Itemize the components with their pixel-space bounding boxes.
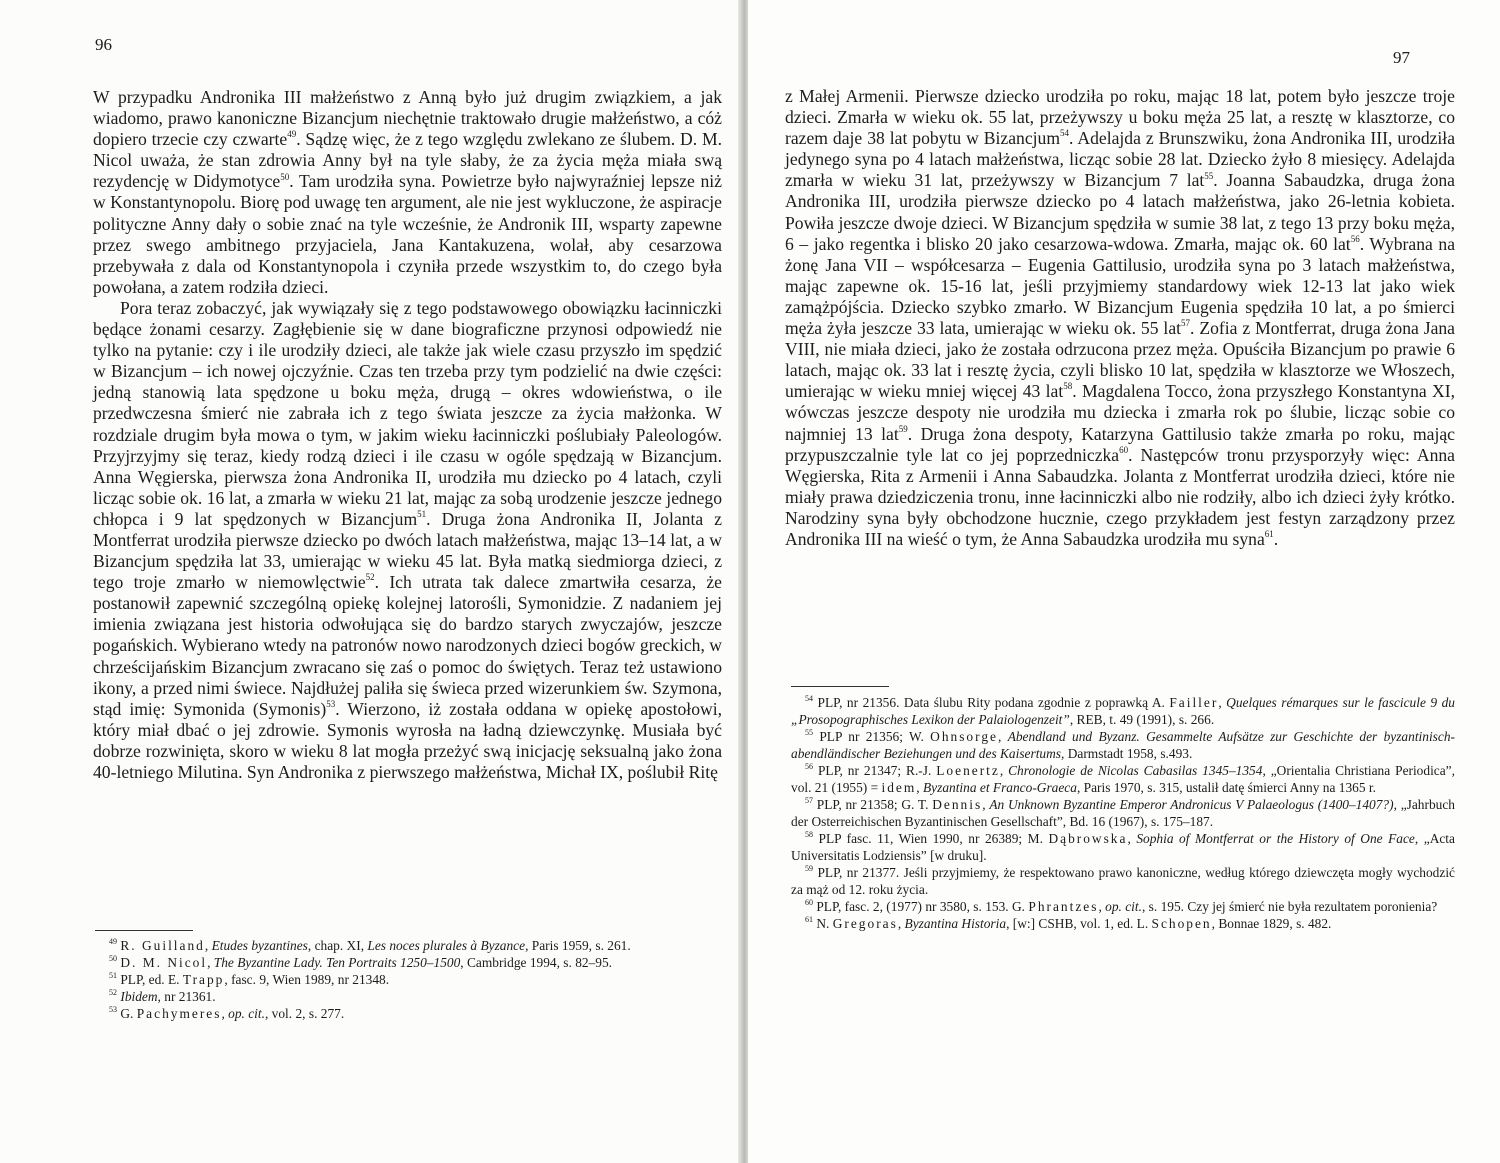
paragraph: [93, 87, 722, 298]
footnote-number: 60: [805, 897, 813, 907]
page-number: 97: [1393, 48, 1410, 67]
author-name: Pachymeres: [136, 1006, 222, 1021]
text-run: . Wierzono, iż została oddana w opiekę apostołowi, który miał dbać o jej zdrowie. Symonis wyrosła na ładną dziewczynkę. Musiała być dobrze rozwinięta, skoro w wieku 8 lat mogła przeżyć swą inicjację seksualną jako żona 40-letniego Milutina. Syn Andronika z pierwszego małżeństwa, Michał IX, poślubił Ritę: [93, 698, 722, 782]
footnote-ref: 56: [1350, 233, 1360, 244]
text-run: . Magdalena Tocco, żona przyszłego Konstantyna XI, wówczas jeszcze despoty nie urodziła mu dziecka i zmarła rok po ślubie, licząc sobie co najmniej 13 lat: [785, 381, 1455, 444]
text-run: , „Acta Universitatis Lodziensis” [w druku].: [791, 831, 1455, 863]
text-run: PLP, nr 21358; G. T.: [816, 797, 933, 812]
footnote-number: 58: [805, 829, 813, 839]
text-run: , REB, t. 49 (1991), s. 266.: [1069, 712, 1215, 727]
text-run: , Darmstadt 1958, s.493.: [1061, 746, 1193, 761]
footnote: [95, 1005, 711, 1022]
text-run: . Tam urodziła syna. Powietrze było najwyraźniej lepsze niż w Konstantynopolu. Biorę pod uwagę ten argument, ale nie jest wykluczone, że aspiracje polityczne Anny dały o sobie znać na tyle wcześnie, że Andronik III, wsparty zapewne przez swego ambitnego przyjaciela, Jana Kantakuzena, wolał, aby cesarzowa przebywała z dala od Konstantynopola i czyniła przede wszystkim to, do czego była powołana, a zatem rodziła dzieci.: [93, 171, 722, 297]
footnote: [791, 830, 1455, 864]
text-run: ,: [1127, 831, 1137, 846]
text-run: ,: [997, 729, 1008, 744]
author-name: Trapp: [182, 972, 225, 987]
left-page: [0, 0, 742, 1163]
author-name: Ohnsorge: [930, 729, 998, 744]
italic-title: Chronologie de Nicolas Cabasilas 1345–1354: [1008, 763, 1263, 778]
italic-title: Byzantina et Franco-Graeca: [922, 780, 1077, 795]
text-run: ,: [999, 763, 1009, 778]
text-run: , „Jahrbuch der Osterreichischen Byzantinischen Gesellschaft”, Bd. 16 (1967), s. 175–187.: [791, 797, 1455, 829]
text-run: , Bonnae 1829, s. 482.: [1211, 916, 1332, 931]
italic-title: Etudes byzantines: [211, 938, 308, 953]
paragraph: [93, 298, 722, 783]
footnote-ref: 49: [287, 129, 297, 140]
footnote-number: 57: [805, 795, 813, 805]
footnote-number: 53: [109, 1004, 117, 1014]
italic-title: Sophia of Montferrat or the History of One Face: [1136, 831, 1415, 846]
footnote: [95, 937, 711, 954]
italic-title: Quelques rémarques sur le fascicule 9 du „Prosopographisches Lexikon der Palaiologenzeit”: [791, 695, 1455, 727]
text-run: G.: [120, 1006, 137, 1021]
author-name: Failler: [1169, 695, 1219, 710]
text-run: , chap. XI,: [307, 938, 368, 953]
author-name: Schopen: [1151, 916, 1212, 931]
text-run: . Następców tronu przysporzyły więc: Anna Węgierska, Rita z Armenii i Anna Sabaudzka. Jolanta z Montferrat urodziła dzieci, które nie miały prawa dziedziczenia tronu, inne łacinniczki albo nie rodziły, albo ich dzieci żyły krótko. Narodziny syna były obchodzone hucznie, czego przykładem jest festyn zarządzony przez Andronika III na wieść o tym, że Anna Sabaudzka urodziła mu syna: [785, 444, 1455, 549]
footnote-number: 55: [805, 727, 813, 737]
italic-title: The Byzantine Lady. Ten Portraits 1250–1500: [213, 955, 461, 970]
author-name: Loenertz: [936, 763, 1000, 778]
text-run: , Paris 1970, s. 315, ustalił datę śmierci Anny na 1365 r.: [1076, 780, 1376, 795]
italic-title: Les noces plurales à Byzance: [367, 938, 526, 953]
paragraph: [785, 86, 1455, 550]
text-run: PLP, ed. E.: [120, 972, 183, 987]
text-run: .: [1273, 528, 1279, 549]
text-run: , fasc. 9, Wien 1989, nr 21348.: [224, 972, 390, 987]
footnote: [791, 762, 1455, 796]
text-run: , s. 195. Czy jej śmierć nie była rezultatem poronienia?: [1141, 899, 1438, 914]
text-run: ,: [916, 780, 923, 795]
text-run: . Druga żona despoty, Katarzyna Gattilusio także zmarła po roku, mając przypuszczalnie tyle lat co jej poprzedniczka: [785, 423, 1455, 465]
text-run: ,: [207, 955, 214, 970]
text-run: , Paris 1959, s. 261.: [525, 938, 631, 953]
text-run: , vol. 2, s. 277.: [264, 1006, 345, 1021]
italic-title: op. cit.: [228, 1006, 265, 1021]
footnote: [791, 898, 1455, 915]
footnote: [95, 988, 711, 1005]
footnote-ref: 57: [1181, 318, 1191, 329]
author-name: Phrantzes: [1028, 899, 1099, 914]
footnote: [791, 915, 1455, 932]
footnote-ref: 52: [365, 572, 375, 583]
footnote-number: 61: [805, 914, 813, 924]
text-run: N.: [816, 916, 833, 931]
text-run: , nr 21361.: [157, 989, 216, 1004]
text-run: ,: [204, 938, 212, 953]
footnote-ref: 59: [898, 423, 908, 434]
text-run: . Wybrana na żonę Jana VII – współcesarza – Eugenia Gattilusio, urodziła syna po 3 latach małżeństwa, mając zapewne ok. 15-16 lat, jeśli przyjmiemy standardowy wiek 12-13 lat jako wiek zamążpójścia. Dziecko szybko zmarło. W Bizancjum Eugenia spędziła 10 lat, a po śmierci męża żyła jeszcze 33 lata, umierając w wieku ok. 55 lat: [785, 233, 1456, 339]
text-run: , [w:] CSHB, vol. 1, ed. L.: [1006, 916, 1152, 931]
page-number: 96: [95, 35, 112, 54]
footnote: [791, 864, 1455, 898]
footnote-number: 56: [805, 761, 813, 771]
author-name: Gregoras: [832, 916, 898, 931]
text-run: ,: [897, 916, 905, 931]
footnotes: [791, 694, 1455, 932]
footnotes: [95, 937, 711, 1022]
footnote-separator: [95, 930, 193, 931]
body-text: [93, 87, 722, 783]
footnote: [791, 694, 1455, 728]
footnote-number: 59: [805, 863, 813, 873]
body-text: [785, 86, 1455, 550]
text-run: , „Orientalia Christiana Periodica”, vol. 21 (1955) =: [791, 763, 1455, 795]
footnote-number: 52: [109, 987, 117, 997]
text-run: z Małej Armenii. Pierwsze dziecko urodziła po roku, mając 18 lat, potem było jeszcze troje dzieci. Zmarła w wieku ok. 55 lat, przeżywszy u boku męża 25 lat, a resztę w klasztorze, co razem daje 38 lat pobytu w Bizancjum: [785, 86, 1455, 149]
italic-title: An Unknown Byzantine Emperor Andronicus V Palaeologus (1400–1407?): [989, 797, 1394, 812]
footnote-ref: 53: [326, 698, 336, 709]
text-run: . Druga żona Andronika II, Jolanta z Montferrat urodziła pierwsze dziecko po dwóch latach małżeństwa, mając 13–14 lat, a w Bizancjum spędziła lat 33, umierając w wieku 45 lat. Była matką siedmiorga dzieci, z tego troje zmarło w niemowlęctwie: [93, 508, 722, 593]
text-run: Pora teraz zobaczyć, jak wywiązały się z tego podstawowego obowiązku łacinniczki będące żonami cesarzy. Zagłębienie się w dane biograficzne przynosi odpowiedź nie tylko na pytanie: czy i ile urodziły dzieci, ale także jak wiele czasu przyszło im spędzić w Bizancjum – ich nowej ojczyźnie. Czas ten trzeba przy tym podzielić na dwie części: jedną stanowią lata spędzone u boku męża, drugą – okres wdowieństwa, o ile przedwczesna śmierć nie zabrała ich z tego świata jeszcze za życia małżonka. W rozdziale drugim była mowa o tym, w jakim wieku łacinniczki poślubiały Paleologów. Przyjrzyjmy się teraz, kiedy rodzą dzieci i ile czasu w ogóle spędzają w Bizancjum. Anna Węgierska, pierwsza żona Andronika II, urodziła mu dziecko po 4 latach, czyli licząc sobie ok. 16 lat, a zmarła w wieku 21 lat, mając za sobą urodzenie jeszcze jednego chłopca i 9 lat spędzonych w Bizancjum: [93, 297, 722, 529]
text-run: ,: [1218, 695, 1227, 710]
footnote: [95, 954, 711, 971]
author-name: R. Guilland: [120, 938, 205, 953]
text-run: . Adelajda z Brunszwiku, żona Andronika III, urodziła jedynego syna po 4 latach małżeństwa, licząc sobie 28 lat. Dziecko żyło 8 miesięcy. Adelajda zmarła w wieku 31 lat, przeżywszy w Bizancjum 7 lat: [785, 128, 1456, 191]
text-run: , Cambridge 1994, s. 82–95.: [460, 955, 613, 970]
footnote-ref: 58: [1063, 381, 1073, 392]
footnote: [791, 796, 1455, 830]
italic-title: Byzantina Historia: [904, 916, 1007, 931]
footnote-ref: 60: [1119, 444, 1129, 455]
text-run: . Zofia z Montferrat, druga żona Jana VIII, nie miała dzieci, jako że została odrzucona przez męża. Opuściła Bizancjum po prawie 6 latach, mając ok. 33 lat i resztę życia, czyli blisko 10 lat, spędziła w klasztorze we Włoszech, umierając w wieku mniej więcej 43 lat: [785, 318, 1455, 402]
italic-title: Ibidem: [120, 989, 158, 1004]
text-run: PLP, nr 21356. Data ślubu Rity podana zgodnie z poprawką A.: [817, 695, 1170, 710]
footnote-ref: 51: [417, 509, 427, 520]
text-run: . Ich utrata tak dalece zmartwiła cesarza, że postanowił zapewnić szczególną opiekę kolejnej latorośli, Symonidzie. Z nadaniem jej imienia związana jest historia odwołująca się do bardzo starych zwyczajów, jeszcze pogańskich. Wybierano wtedy na patronów nowo narodzonych dzieci bogów greckich, w chrześcijańskim Bizancjum zwracano się zaś o pomoc do świętych. Teraz też ustawiono ikony, a przed nimi świece. Najdłużej paliła się świeca przed wizerunkiem św. Szymona, stąd imię: Symonida (Symonis): [93, 572, 722, 719]
footnote-number: 49: [109, 936, 117, 946]
footnote-number: 51: [109, 970, 117, 980]
text-run: ,: [221, 1006, 229, 1021]
italic-title: op. cit.: [1105, 899, 1142, 914]
footnote-ref: 50: [280, 171, 290, 182]
text-run: PLP fasc. 11, Wien 1990, nr 26389; M.: [818, 831, 1049, 846]
author-name: Dennis: [932, 797, 983, 812]
text-run: PLP nr 21356; W.: [819, 729, 931, 744]
footnote-ref: 55: [1204, 170, 1214, 181]
right-page: [748, 0, 1500, 1163]
text-run: PLP, fasc. 2, (1977) nr 3580, s. 153. G.: [816, 899, 1029, 914]
footnote-number: 50: [109, 953, 117, 963]
text-run: ,: [1098, 899, 1106, 914]
footnote-separator: [791, 686, 889, 687]
author-name: Dąbrowska: [1048, 831, 1128, 846]
footnote: [95, 971, 711, 988]
text-run: ,: [982, 797, 990, 812]
text-run: W przypadku Andronika III małżeństwo z Anną było już drugim związkiem, a jak wiadomo, prawo kanoniczne Bizancjum niechętnie traktowało drugie małżeństwo, a cóż dopiero trzecie czy czwarte: [93, 87, 722, 150]
footnote: [791, 728, 1455, 762]
author-name: idem: [881, 780, 917, 795]
text-run: PLP, nr 21377. Jeśli przyjmiemy, że respektowano prawo kanoniczne, według którego dziewczęta mogły wychodzić za mąż od 12. roku życia.: [791, 865, 1455, 897]
author-name: D. M. Nicol: [120, 955, 208, 970]
text-run: . Sądzę więc, że z tego względu zwlekano ze ślubem. D. M. Nicol uważa, że stan zdrowia Anny był na tyle słaby, że za życia męża miała swą rezydencję w Didymotyce: [93, 129, 722, 192]
text-run: PLP, nr 21347; R.-J.: [817, 763, 937, 778]
footnote-ref: 54: [1060, 128, 1070, 139]
italic-title: Abendland und Byzanz. Gesammelte Aufsätze zur Geschichte der byzantinisch-abendländischer Beziehungen und des Kaisertums: [791, 729, 1455, 761]
footnote-ref: 61: [1264, 529, 1274, 540]
footnote-number: 54: [805, 693, 813, 703]
text-run: . Joanna Sabaudzka, druga żona Andronika III, urodziła pierwsze dziecko po 4 latach małżeństwa, jako 26-letnia kobieta. Powiła jeszcze dwoje dzieci. W Bizancjum spędziła w sumie 38 lat, z tego 13 przy boku męża, 6 – jako regentka i blisko 20 jako cesarzowa-wdowa. Zmarła, mając ok. 60 lat: [785, 170, 1455, 254]
